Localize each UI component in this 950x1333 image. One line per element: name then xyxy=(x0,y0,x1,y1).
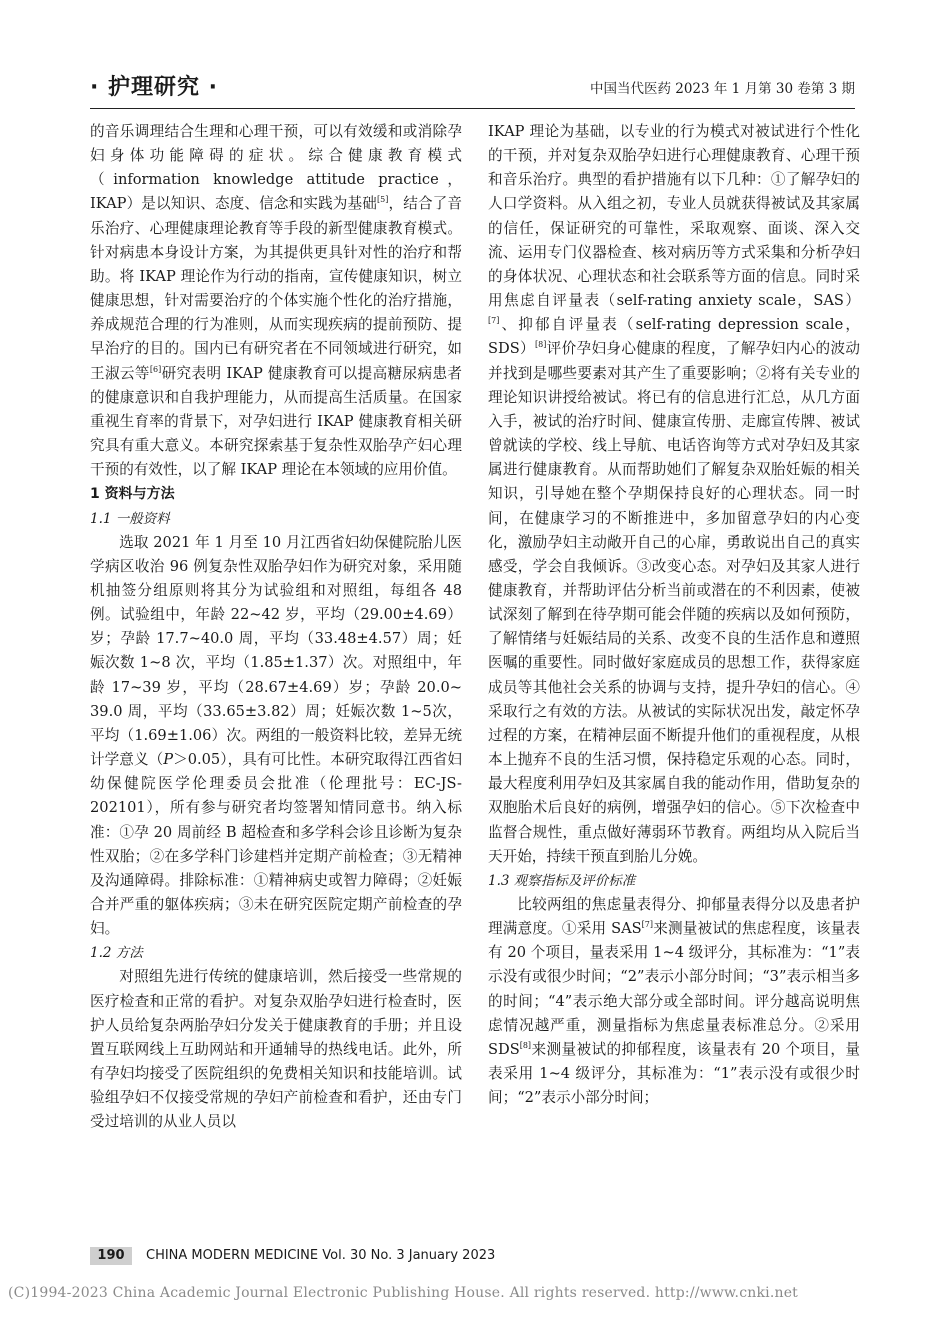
section-heading: 1 资料与方法 xyxy=(90,486,175,503)
page-number: 190 xyxy=(90,1247,132,1265)
citation: [8] xyxy=(519,1041,532,1051)
left-column xyxy=(90,120,462,1135)
paragraph: 选取 2021 年 1 月至 10 月江西省妇幼保健院胎儿医学病区收治 96 例复杂性双胎孕妇作为研究对象，采用随机抽签分组原则将其分为试验组和对照组，每组各 48 例。试验组中，年龄 22~42 岁，平均（29.00±4.69）岁；孕龄 17.7~40.0 周，平均（33.48±4.57）周；妊娠次数 1~8 次，平均（1.85±1.37）次。对照组中，年龄 17~39 岁，平均（28.67±4.69）岁；孕龄 20.0~ 39.0 周，平均（33.65±3.82）周；妊娠次数 1~5次，平均（1.69±1.06）次。两组的一般资料比较，差异无统计学意义（P＞0.05），具有可比性。本研究取得江西省妇幼保健院医学伦理委员会批准（伦理批号：EC-JS-202101），所有参与研究者均签署知情同意书。纳入标准：①孕 20 周前经 B 超检查和多学科会诊且诊断为复杂性双胎；②在多学科门诊建档并定期产前检查；③无精神及沟通障碍。排除标准：①精神病史或智力障碍；②妊娠合并严重的躯体疾病；③未在研究医院定期产前检查的孕妇。 xyxy=(90,533,462,938)
paragraph: 的音乐调理结合生理和心理干预，可以有效缓和或消除孕妇身体功能障碍的症状。综合健康教育模式（information knowledge attitude practice，IKAP）是以知识、态度、信念和实践为基础[5]，结合了音乐治疗、心理健康理论教育等手段的新型健康教育模式。针对病患本身设计方案，为其提供更具针对性的治疗和帮助。将 IKAP 理论作为行动的指南，宣传健康知识，树立健康思想，针对需要治疗的个体实施个性化的治疗措施，养成规范合理的行为准则，从而实现疾病的提前预防、提早治疗的目的。国内已有研究者在不同领域进行研究，如王淑云等[6]研究表明 IKAP 健康教育可以提高糖尿病患者的健康意识和自我护理能力，从而提高生活质量。在国家重视生育率的背景下，对孕妇进行 IKAP 健康教育相关研究具有重大意义。本研究探索基于复杂性双胎孕产妇心理干预的有效性，以了解 IKAP 理论在本领域的应用价值。 xyxy=(90,123,462,479)
header-rule xyxy=(90,108,855,109)
citation: [6] xyxy=(149,364,162,374)
citation: [5] xyxy=(377,195,389,205)
right-column xyxy=(488,120,860,1110)
citation: [8] xyxy=(534,340,547,350)
citation: [7] xyxy=(641,920,653,930)
subsection-heading: 1.3 观察指标及评价标准 xyxy=(488,872,636,889)
copyright-notice: (C)1994-2023 China Academic Journal Electronic Publishing House. All rights reserved. http://www.cnki.net xyxy=(8,1285,799,1301)
page-footer xyxy=(90,1242,850,1268)
journal-header: 中国当代医药 2023 年 1 月第 30 卷第 3 期 xyxy=(589,81,855,97)
paragraph: 对照组先进行传统的健康培训，然后接受一些常规的医疗检查和正常的看护。对复杂双胎孕妇进行检查时，医护人员给复杂两胎孕妇分发关于健康教育的手册；并且设置互联网线上互助网站和开通辅导的热线电话。此外，所有孕妇均接受了医院组织的免费相关知识和技能培训。试验组孕妇不仅接受常规的孕妇产前检查和看护，还由专门受过培训的从业人员以 xyxy=(90,968,462,1131)
subsection-heading: 1.2 方法 xyxy=(90,945,143,962)
journal-info: CHINA MODERN MEDICINE Vol. 30 No. 3 January 2023 xyxy=(146,1248,496,1263)
citation: [7] xyxy=(488,316,500,326)
subsection-heading: 1.1 一般资料 xyxy=(90,510,170,527)
paragraph: IKAP 理论为基础，以专业的行为模式对被试进行个性化的干预，并对复杂双胎孕妇进行心理健康教育、心理干预和音乐治疗。典型的看护措施有以下几种：①了解孕妇的人口学资料。从入组之初，专业人员就获得被试及其家属的信任，保证研究的可靠性，采取观察、面谈、深入交流、运用专门仪器检查、核对病历等方式采集和分析孕妇的身体状况、心理状态和社会联系等方面的信息。同时采用焦虑自评量表（self-rating anxiety scale，SAS）[7]、抑郁自评量表（self-rating depression scale，SDS）[8]评价孕妇身心健康的程度，了解孕妇内心的波动并找到是哪些要素对其产生了重要影响；②将有关专业的理论知识讲授给被试。将已有的信息进行汇总，从几方面入手，被试的治疗时间、健康宣传册、走廊宣传牌、被试曾就读的学校、线上导航、电话咨询等方式对孕妇及其家属进行健康教育。从而帮助她们了解复杂双胎妊娠的相关知识，引导她在整个孕期保持良好的心理状态。同一时间，在健康学习的不断推进中，多加留意孕妇的内心变化，激励孕妇主动敞开自己的心扉，勇敢说出自己的真实感受，学会自我倾诉。③改变心态。对孕妇及其家人进行健康教育，并帮助评估分析当前或潜在的不利因素，使被试深刻了解到在待孕期可能会伴随的疾病以及如何预防，了解情绪与妊娠结局的关系、改变不良的生活作息和遵照医嘱的重要性。同时做好家庭成员的思想工作，获得家庭成员等其他社会关系的协调与支持，提升孕妇的信心。④采取行之有效的方法。从被试的实际状况出发，敲定怀孕过程的方案，在精神层面不断提升他们的重视程度，从根本上抛弃不良的生活习惯，保持稳定乐观的心态。同时，最大程度利用孕妇及其家属自我的能动作用，借助复杂的双胞胎术后良好的病例，增强孕妇的信心。⑤下次检查中监督合规性，重点做好薄弱环节教育。两组均从入院后当天开始，持续干预直到胎儿分娩。 xyxy=(488,123,860,865)
section-title: · 护理研究 · xyxy=(90,75,219,100)
paragraph: 比较两组的焦虑量表得分、抑郁量表得分以及患者护理满意度。①采用 SAS[7]来测量被试的焦虑程度，该量表有 20 个项目，量表采用 1~4 级评分，其标准为：“1”表示没有或很少时间；“2”表示小部分时间；“3”表示相当多的时间；“4”表示绝大部分或全部时间。评分越高说明焦虑情况越严重，测量指标为焦虑量表标准总分。②采用 SDS[8]来测量被试的抑郁程度，该量表有 20 个项目，量表采用 1~4 级评分，其标准为：“1”表示没有或很少时间；“2”表示小部分时间； xyxy=(488,896,860,1107)
